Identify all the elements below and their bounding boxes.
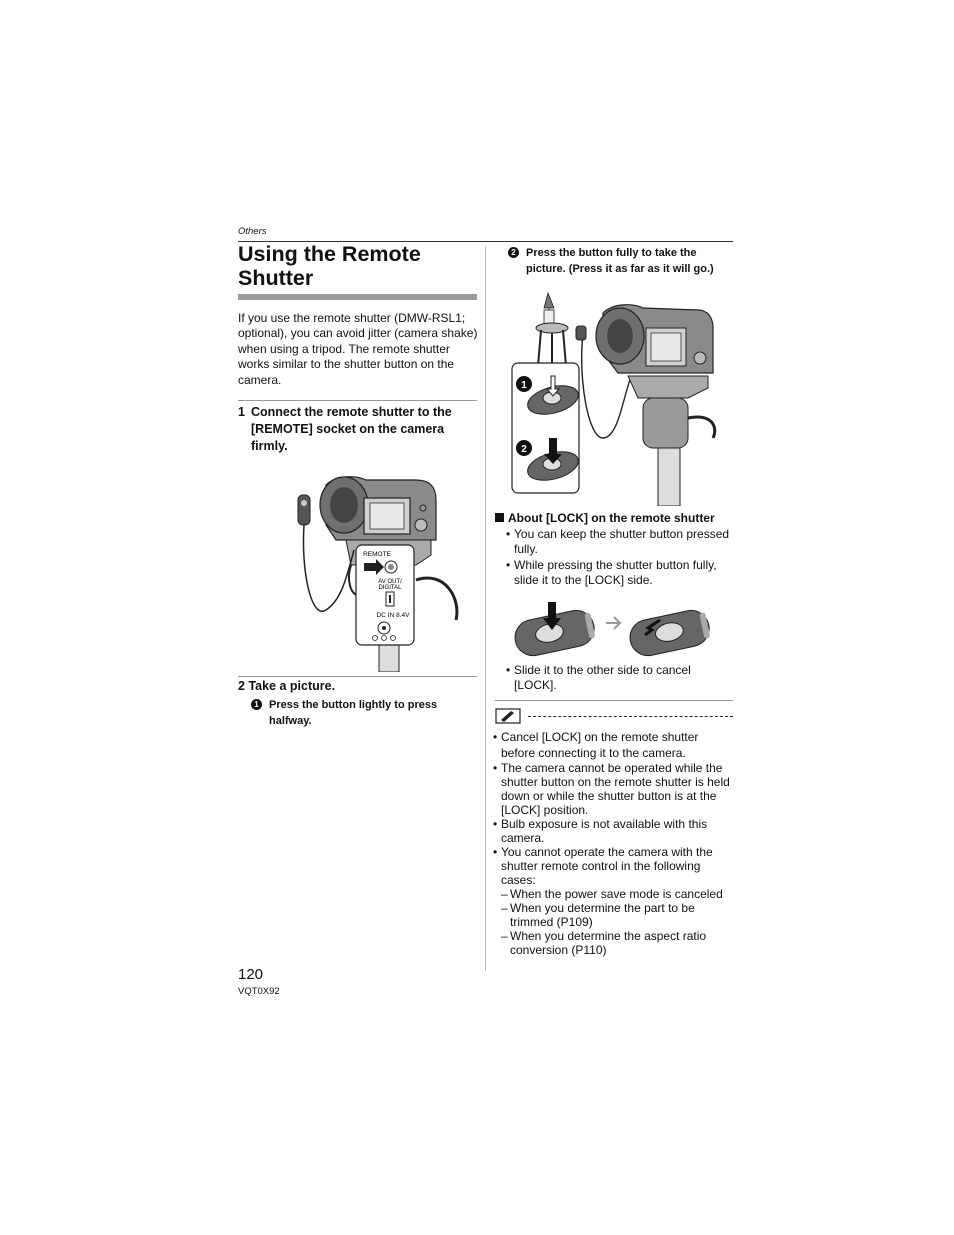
lock-heading: About [LOCK] on the remote shutter [495, 511, 715, 525]
lock-slide-illustration [510, 600, 715, 662]
inset-marker-2: 2 [521, 444, 527, 455]
step-1-text: Connect the remote shutter to the [REMOTE] socket on the camera firmly. [251, 405, 452, 453]
square-bullet-icon [495, 513, 504, 522]
divider [238, 400, 477, 401]
note-dash-item: – When the power save mode is canceled [493, 887, 733, 901]
digital-label: DIGITAL [378, 585, 402, 591]
intro-paragraph: If you use the remote shutter (DMW-RSL1; optional), you can avoid jitter (camera shake) when using a tripod. The remote shutter works similar to the shutter button on the camera. [238, 311, 478, 387]
lock-cancel-bullet: • Slide it to the other side to cancel [LOCK]. [506, 663, 731, 694]
camera-remote-illustration [296, 470, 461, 672]
av-out-label: AV OUT/ [378, 579, 402, 585]
lock-after [506, 663, 731, 694]
column-divider [485, 246, 486, 971]
note-dashed-rule [528, 716, 733, 717]
note-bullet: • Bulb exposure is not available with this camera. [493, 817, 733, 845]
note-dash-item: – When you determine the aspect ratio conversion (P110) [493, 929, 733, 957]
lock-bullet: • You can keep the shutter button pressed fully. [506, 527, 731, 558]
note-bullet: • You cannot operate the camera with the shutter remote control in the following cases: [493, 845, 733, 887]
title-underline [238, 294, 477, 300]
remote-label: REMOTE [363, 551, 391, 558]
marker-1-icon: 1 [251, 699, 262, 710]
dc-in-label: DC IN 8.4V [376, 612, 410, 619]
note-bullet: • Cancel [LOCK] on the remote shutter before connecting it to the camera. [493, 729, 733, 761]
step-2-sub-1: 1 : Press the button lightly to press halfway. [251, 697, 471, 729]
note-icon [495, 708, 521, 724]
model-code: VQT0X92 [238, 986, 280, 997]
divider [495, 700, 733, 701]
notes-list [493, 729, 733, 957]
step-1 [238, 404, 473, 455]
remote-press-illustration [508, 288, 718, 506]
divider [238, 676, 477, 677]
page-title: Using the Remote Shutter [238, 242, 421, 290]
lock-bullet: • While pressing the shutter button fully, slide it to the [LOCK] side. [506, 558, 731, 589]
note-dash-item: – When you determine the part to be trimmed (P109) [493, 901, 733, 929]
step-2-text: Take a picture. [248, 679, 336, 693]
step-2-sub-1-text: Press the button lightly to press halfway. [269, 699, 438, 727]
lock-bullets [506, 527, 731, 589]
step-2 [238, 679, 335, 693]
marker-2-icon: 2 [508, 247, 519, 258]
step-2-number: 2 [238, 679, 245, 693]
step-1-number: 1 [238, 405, 245, 419]
step-2-sub-2-text: Press the button fully to take the picture. (Press it as far as it will go.) [526, 247, 714, 275]
page-number: 120 [238, 966, 264, 983]
step-2-sub-2: 2 : Press the button fully to take the picture. (Press it as far as it will go.) [508, 245, 733, 277]
inset-marker-1: 1 [521, 380, 527, 391]
section-label: Others [238, 226, 267, 237]
note-bullet: • The camera cannot be operated while the shutter button on the remote shutter is held down or while the shutter button is at the [LOCK] position. [493, 761, 733, 817]
